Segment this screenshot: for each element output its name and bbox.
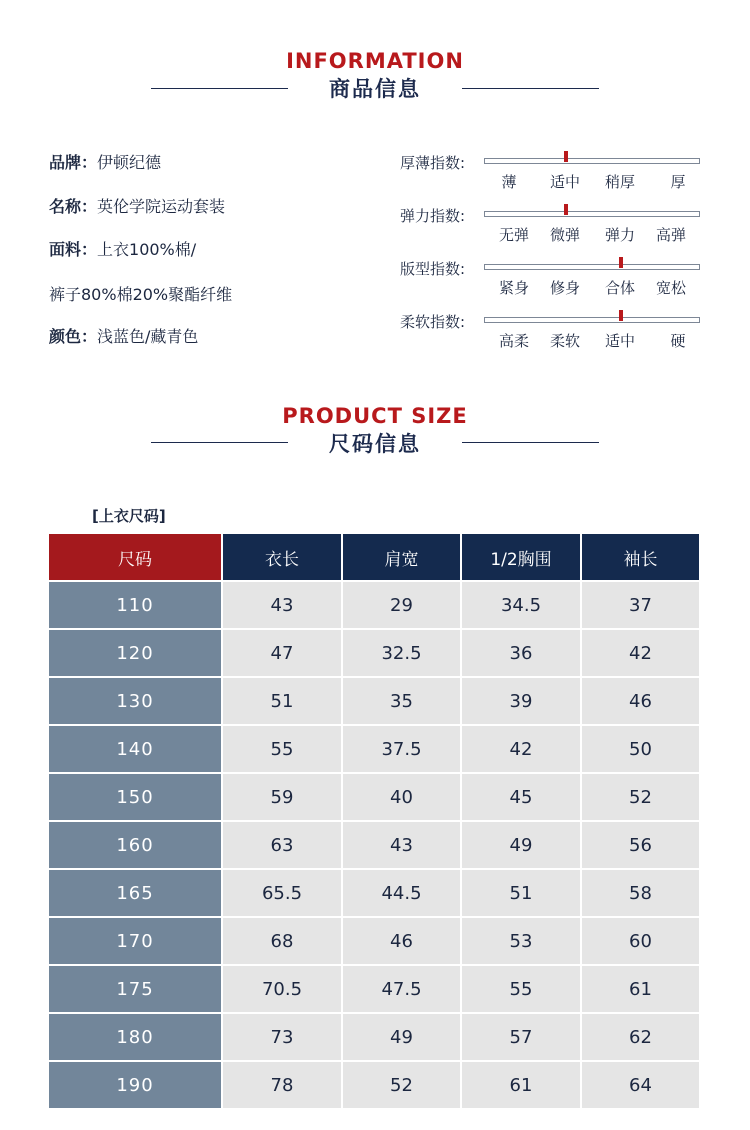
info-value: 裤子80%棉20%聚酯纤维 (49, 285, 233, 304)
table-row (49, 822, 699, 868)
index-level: 弹力 (604, 226, 636, 244)
cell-sleeve: 50 (582, 726, 699, 772)
divider-line (462, 442, 599, 443)
info-title-cn: 商品信息 (329, 77, 421, 101)
cell-length: 78 (223, 1062, 341, 1108)
cell-chest: 55 (462, 966, 580, 1012)
table-row (49, 774, 699, 820)
cell-shoulder: 44.5 (343, 870, 460, 916)
cell-sleeve: 56 (582, 822, 699, 868)
info-section-header (0, 49, 750, 102)
cell-length: 68 (223, 918, 341, 964)
table-row (49, 678, 699, 724)
cell-length: 43 (223, 582, 341, 628)
cell-length: 59 (223, 774, 341, 820)
cell-size: 150 (49, 774, 221, 820)
cell-size: 175 (49, 966, 221, 1012)
info-key: 名称： (49, 197, 98, 216)
info-key: 面料： (49, 240, 98, 259)
cell-size: 120 (49, 630, 221, 676)
info-fabric (49, 237, 196, 260)
info-key: 品牌： (49, 153, 98, 172)
cell-chest: 51 (462, 870, 580, 916)
cell-sleeve: 46 (582, 678, 699, 724)
fit-index (400, 258, 710, 308)
cell-chest: 57 (462, 1014, 580, 1060)
softness-index (400, 311, 710, 361)
table-row (49, 630, 699, 676)
table-row (49, 918, 699, 964)
index-level: 薄 (501, 173, 517, 191)
size-title-cn: 尺码信息 (329, 432, 421, 456)
cell-size: 130 (49, 678, 221, 724)
size-table (47, 532, 701, 1110)
info-fabric-cont (49, 282, 232, 305)
table-row (49, 726, 699, 772)
cell-size: 190 (49, 1062, 221, 1108)
info-value: 伊顿纪德 (97, 153, 162, 172)
index-level: 紧身 (498, 279, 530, 297)
cell-shoulder: 35 (343, 678, 460, 724)
info-value: 英伦学院运动套装 (97, 197, 226, 216)
index-marker (564, 204, 568, 215)
index-track (484, 264, 700, 270)
cell-shoulder: 43 (343, 822, 460, 868)
cell-chest: 61 (462, 1062, 580, 1108)
size-title-en: PRODUCT SIZE (282, 404, 468, 428)
info-value: 浅蓝色/藏青色 (97, 327, 199, 346)
cell-size: 180 (49, 1014, 221, 1060)
index-level: 修身 (549, 279, 581, 297)
thickness-index (400, 152, 710, 202)
index-label: 弹力指数: (400, 207, 466, 225)
cell-sleeve: 62 (582, 1014, 699, 1060)
info-name (49, 194, 225, 217)
cell-length: 63 (223, 822, 341, 868)
cell-chest: 42 (462, 726, 580, 772)
cell-chest: 39 (462, 678, 580, 724)
cell-size: 140 (49, 726, 221, 772)
size-table-subtitle: [上衣尺码] (92, 507, 166, 525)
cell-chest: 49 (462, 822, 580, 868)
cell-shoulder: 32.5 (343, 630, 460, 676)
cell-sleeve: 61 (582, 966, 699, 1012)
cell-length: 51 (223, 678, 341, 724)
cell-sleeve: 58 (582, 870, 699, 916)
cell-shoulder: 29 (343, 582, 460, 628)
cell-size: 110 (49, 582, 221, 628)
index-track (484, 317, 700, 323)
cell-size: 165 (49, 870, 221, 916)
header-size: 尺码 (49, 534, 221, 580)
cell-shoulder: 49 (343, 1014, 460, 1060)
cell-sleeve: 42 (582, 630, 699, 676)
table-row (49, 1062, 699, 1108)
divider-line (151, 442, 288, 443)
table-row (49, 582, 699, 628)
cell-length: 70.5 (223, 966, 341, 1012)
cell-length: 65.5 (223, 870, 341, 916)
cell-sleeve: 37 (582, 582, 699, 628)
info-brand (49, 150, 161, 173)
index-level: 无弹 (498, 226, 530, 244)
cell-chest: 45 (462, 774, 580, 820)
cell-sleeve: 52 (582, 774, 699, 820)
cell-sleeve: 64 (582, 1062, 699, 1108)
cell-length: 55 (223, 726, 341, 772)
header-chest: 1/2胸围 (462, 534, 580, 580)
table-header-row (49, 534, 699, 580)
index-level: 高柔 (498, 332, 530, 350)
cell-chest: 36 (462, 630, 580, 676)
cell-chest: 34.5 (462, 582, 580, 628)
divider-line (462, 88, 599, 89)
cell-shoulder: 40 (343, 774, 460, 820)
elasticity-index (400, 205, 710, 255)
index-marker (564, 151, 568, 162)
index-marker (619, 310, 623, 321)
index-label: 厚薄指数: (400, 154, 466, 172)
cell-length: 73 (223, 1014, 341, 1060)
index-level: 宽松 (655, 279, 687, 297)
cell-sleeve: 60 (582, 918, 699, 964)
index-level: 合体 (604, 279, 636, 297)
cell-size: 170 (49, 918, 221, 964)
table-row (49, 870, 699, 916)
index-level: 柔软 (549, 332, 581, 350)
header-length: 衣长 (223, 534, 341, 580)
info-value: 上衣100%棉/ (97, 240, 197, 259)
cell-shoulder: 37.5 (343, 726, 460, 772)
info-key: 颜色： (49, 327, 98, 346)
index-level: 微弹 (549, 226, 581, 244)
cell-shoulder: 46 (343, 918, 460, 964)
size-section-header (0, 404, 750, 457)
index-marker (619, 257, 623, 268)
index-level: 适中 (549, 173, 581, 191)
cell-size: 160 (49, 822, 221, 868)
index-level: 硬 (670, 332, 686, 350)
index-track (484, 158, 700, 164)
divider-line (151, 88, 288, 89)
index-label: 版型指数: (400, 260, 466, 278)
header-shoulder: 肩宽 (343, 534, 460, 580)
info-title-en: INFORMATION (286, 49, 464, 73)
header-sleeve: 袖长 (582, 534, 699, 580)
index-level: 高弹 (655, 226, 687, 244)
table-row (49, 966, 699, 1012)
info-color (49, 324, 198, 347)
cell-shoulder: 47.5 (343, 966, 460, 1012)
index-level: 适中 (604, 332, 636, 350)
cell-length: 47 (223, 630, 341, 676)
index-track (484, 211, 700, 217)
table-row (49, 1014, 699, 1060)
index-level: 厚 (670, 173, 686, 191)
cell-shoulder: 52 (343, 1062, 460, 1108)
index-label: 柔软指数: (400, 313, 466, 331)
index-level: 稍厚 (604, 173, 636, 191)
cell-chest: 53 (462, 918, 580, 964)
